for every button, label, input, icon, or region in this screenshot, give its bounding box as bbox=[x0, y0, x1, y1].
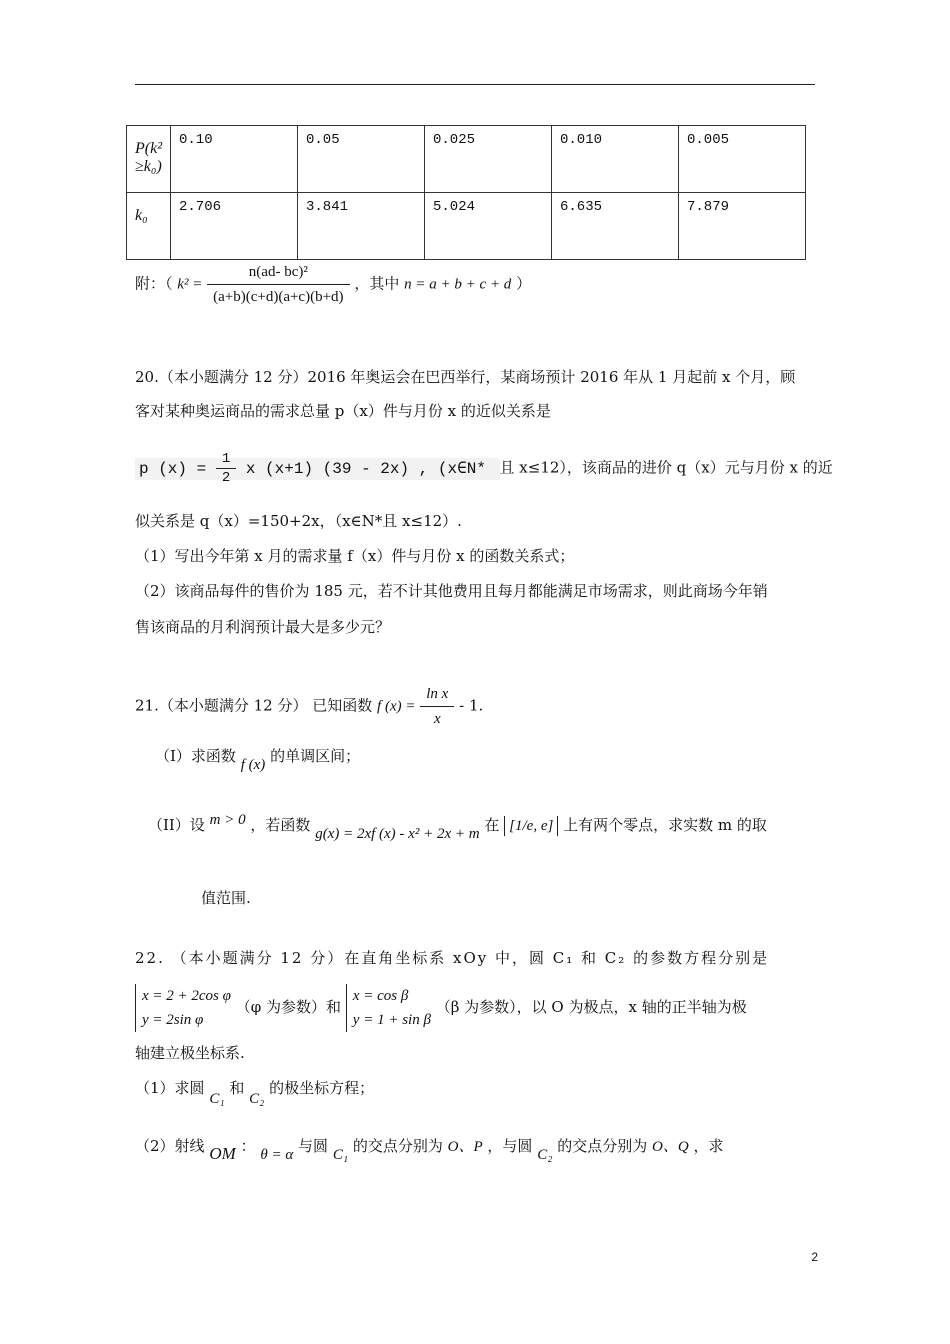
table-cell: 6.635 bbox=[552, 193, 679, 260]
q20-formula-line bbox=[135, 452, 833, 485]
k2-fraction bbox=[207, 262, 349, 307]
part2-text-c: 在 bbox=[484, 816, 500, 834]
fraction-denominator: 2 bbox=[221, 470, 231, 486]
sys1-eq-y: y = 2sin φ bbox=[142, 1012, 204, 1028]
part2-text: （2）射线 bbox=[135, 1137, 205, 1155]
part2-text-d: 上有两个零点，求实数 m 的取 bbox=[563, 816, 767, 834]
part2-text-b: ，若函数 bbox=[250, 816, 311, 834]
part2-text-e: 的交点分别为 bbox=[557, 1137, 648, 1155]
q20-part2-line1: （2）该商品每件的售价为 185 元，若不计其他费用且每月都能满足市场需求，则此商场今年销 bbox=[135, 582, 768, 600]
header-rule bbox=[135, 84, 815, 85]
table-cell: 0.025 bbox=[425, 126, 552, 193]
function-g: g(x) = 2xf (x) - x² + 2x + m bbox=[315, 826, 480, 842]
sys2-note: （β 为参数），以 O 为极点，x 轴的正半轴为极 bbox=[435, 998, 747, 1016]
table-row bbox=[127, 126, 806, 193]
fraction-numerator: n(ad- bc)² bbox=[207, 262, 349, 285]
part1-text: （1）求圆 bbox=[135, 1079, 205, 1097]
n-formula: n = a + b + c + d bbox=[404, 276, 512, 293]
formula-right: x (x+1) (39 - 2x) , (x∈N* bbox=[245, 459, 486, 478]
circle-c1: C₁ bbox=[209, 1091, 225, 1107]
table-cell: 0.005 bbox=[679, 126, 806, 193]
part2-text-c: 的交点分别为 bbox=[352, 1137, 443, 1155]
appendix-mid: ，其中 bbox=[354, 274, 400, 293]
part1-text-tail: 的极坐标方程； bbox=[269, 1079, 375, 1097]
function-f: f (x) = bbox=[377, 698, 416, 715]
function-f: f (x) bbox=[240, 757, 266, 773]
part2-colon: ： bbox=[240, 1137, 256, 1155]
q21-head bbox=[135, 684, 483, 729]
part2-text-f: ，求 bbox=[693, 1137, 724, 1155]
part1-and: 和 bbox=[229, 1079, 245, 1097]
q20-part1: （1）写出今年第 x 月的需求量 f（x）件与月份 x 的函数关系式； bbox=[135, 547, 575, 565]
q21-fraction bbox=[420, 684, 454, 729]
demand-formula-image bbox=[135, 451, 500, 486]
interval: [1/e, e] bbox=[504, 816, 558, 836]
q22-line1: 22. （本小题满分 12 分）在直角坐标系 xOy 中，圆 C₁ 和 C₂ 的参数方程分别是 bbox=[135, 949, 770, 967]
q21-part2-tail: 值范围. bbox=[201, 889, 251, 907]
formula-fraction bbox=[216, 452, 236, 485]
param-system-2 bbox=[346, 984, 431, 1032]
q21-part2 bbox=[148, 812, 767, 842]
q20-line3-text: 且 x≤12），该商品的进价 q（x）元与月份 x 的近 bbox=[499, 458, 833, 477]
q21-tail: - 1. bbox=[459, 696, 484, 715]
q22-line3: 轴建立极坐标系. bbox=[135, 1044, 245, 1062]
table-cell: 5.024 bbox=[425, 193, 552, 260]
critical-value-table bbox=[126, 125, 806, 260]
appendix-suffix: ） bbox=[516, 274, 532, 293]
circle-c2: C₂ bbox=[537, 1147, 553, 1163]
q22-part2 bbox=[135, 1136, 724, 1163]
appendix-formula bbox=[135, 262, 531, 307]
fraction-denominator: (a+b)(c+d)(a+c)(b+d) bbox=[213, 289, 344, 305]
q22-param-line bbox=[135, 984, 747, 1032]
param-system-1 bbox=[135, 984, 231, 1032]
points-oq: O、Q bbox=[652, 1139, 689, 1155]
table-cell: 3.841 bbox=[298, 193, 425, 260]
table-row bbox=[127, 193, 806, 260]
part2-text: （II）设 bbox=[148, 816, 205, 834]
sys1-eq-x: x = 2 + 2cos φ bbox=[142, 988, 231, 1004]
q20-part2-line2: 售该商品的月利润预计最大是多少元？ bbox=[135, 618, 391, 636]
m-condition: m > 0 bbox=[209, 812, 246, 828]
q21-part1 bbox=[155, 746, 361, 773]
table-row-label: P(k² ≥k₀) bbox=[127, 126, 171, 193]
table-cell: 0.05 bbox=[298, 126, 425, 193]
circle-c2: C₂ bbox=[249, 1091, 265, 1107]
sys2-eq-y: y = 1 + sin β bbox=[352, 1012, 431, 1028]
part1-text: （I）求函数 bbox=[155, 747, 236, 765]
appendix-prefix: 附：（ bbox=[135, 274, 173, 293]
table-cell: 7.879 bbox=[679, 193, 806, 260]
q22-part1 bbox=[135, 1078, 375, 1107]
q21-title: 21.（本小题满分 12 分） 已知函数 bbox=[135, 696, 373, 715]
k2-symbol: k² = bbox=[177, 276, 203, 293]
points-op: O、P bbox=[447, 1139, 483, 1155]
table-cell: 0.010 bbox=[552, 126, 679, 193]
fraction-numerator: 1 bbox=[216, 452, 236, 469]
fraction-denominator: x bbox=[433, 711, 441, 727]
q20-line2: 客对某种奥运商品的需求总量 p（x）件与月份 x 的近似关系是 bbox=[135, 402, 551, 420]
part2-text-d: ，与圆 bbox=[487, 1137, 533, 1155]
table-row-label: k₀ bbox=[127, 193, 171, 260]
q20-line4: 似关系是 q（x）=150+2x，（x∈N*且 x≤12）. bbox=[135, 512, 462, 530]
theta-equals-alpha: θ = α bbox=[260, 1147, 294, 1163]
sys2-eq-x: x = cos β bbox=[352, 988, 409, 1004]
circle-c1: C₁ bbox=[332, 1147, 349, 1163]
page-number: 2 bbox=[811, 1250, 818, 1264]
part1-text-tail: 的单调区间； bbox=[270, 747, 361, 765]
formula-left: p (x) = bbox=[139, 459, 207, 478]
table-cell: 2.706 bbox=[171, 193, 298, 260]
sys1-note: （φ 为参数）和 bbox=[235, 998, 342, 1016]
ray-om: OM bbox=[209, 1144, 236, 1163]
part2-text-b: 与圆 bbox=[298, 1137, 329, 1155]
q20-line1: 20.（本小题满分 12 分）2016 年奥运会在巴西举行，某商场预计 2016 年从 1 月起前 x 个月，顾 bbox=[135, 368, 796, 386]
fraction-numerator: ln x bbox=[420, 684, 454, 707]
table-cell: 0.10 bbox=[171, 126, 298, 193]
